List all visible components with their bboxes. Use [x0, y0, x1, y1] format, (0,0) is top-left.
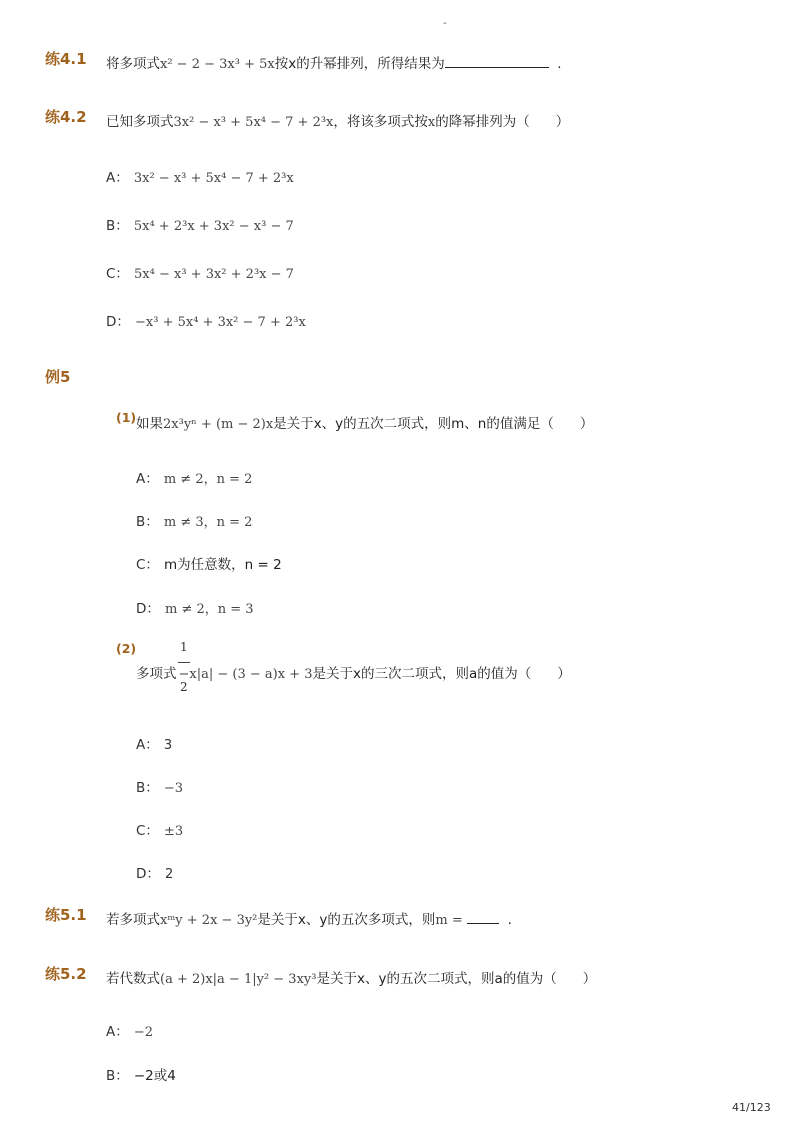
top-mark: - — [443, 18, 447, 29]
answer-blank[interactable] — [467, 923, 499, 924]
option-a[interactable] — [136, 733, 172, 753]
option-letter: B： — [106, 218, 129, 234]
option-value: m ≠ 3，n = 2 — [163, 515, 253, 530]
fraction-denominator: 2 — [180, 680, 188, 694]
close-paren: ） — [555, 114, 570, 130]
math-variable: x — [427, 115, 436, 130]
option-letter: B： — [136, 514, 159, 530]
option-c[interactable] — [106, 262, 294, 282]
option-value: m ≠ 2，n = 3 — [165, 602, 254, 617]
exercise-5-2-label: 练5.2 — [45, 965, 87, 983]
question-text: 若代数式 — [106, 971, 160, 987]
option-value: ±3 — [164, 824, 184, 839]
option-value: 2 — [165, 867, 174, 882]
option-c[interactable] — [136, 553, 282, 573]
close-paren: ） — [557, 666, 571, 682]
question-text: 若多项式 — [106, 912, 160, 928]
option-letter: D： — [136, 866, 160, 882]
question-text: 多项式 — [136, 666, 177, 682]
math-expression: −x|a| − (3 − a)x + 3 — [178, 667, 313, 682]
example-5-q2 — [136, 662, 571, 682]
option-b[interactable] — [136, 776, 183, 796]
fraction-numerator: 1 — [180, 640, 188, 654]
question-text: 是关于x的三次二项式，则a的值为（ — [312, 666, 532, 682]
option-value: 3x² − x³ + 5x⁴ − 7 + 2³x — [133, 171, 294, 186]
example-5-label: 例5 — [45, 368, 71, 386]
math-expression: x² − 2 − 3x³ + 5x — [160, 57, 275, 72]
option-d[interactable] — [136, 597, 254, 617]
math-expression: xᵐy + 2x − 3y² — [160, 913, 258, 928]
question-text: 如果 — [136, 416, 163, 432]
option-c[interactable] — [136, 819, 183, 839]
question-text: 是关于x、y的五次二项式，则a的值为（ — [316, 971, 557, 987]
option-value: −2或4 — [133, 1068, 176, 1084]
question-text: 已知多项式 — [106, 114, 174, 130]
option-b[interactable] — [106, 214, 294, 234]
question-text: 是关于x、y的五次二项式，则m、n的值满足（ — [273, 416, 554, 432]
option-letter: C： — [136, 823, 159, 839]
option-value: 5x⁴ − x³ + 3x² + 2³x − 7 — [134, 267, 294, 282]
option-letter: A： — [136, 471, 159, 487]
question-text: 按x的升幂排列，所得结果为 — [274, 56, 445, 72]
option-letter: A： — [106, 170, 129, 186]
close-paren: ） — [582, 971, 597, 987]
question-text: 将多项式 — [106, 56, 160, 72]
example-5-q1 — [136, 412, 593, 432]
option-b[interactable] — [136, 510, 252, 530]
question-1-number: (1) — [116, 410, 137, 425]
exercise-4-2-label: 练4.2 — [45, 108, 87, 126]
exercise-4-1-label: 练4.1 — [45, 50, 87, 68]
option-letter: C： — [106, 266, 129, 282]
option-b[interactable] — [106, 1064, 176, 1084]
math-expression: m = — [435, 913, 463, 928]
option-letter: A： — [136, 737, 159, 753]
exercise-5-2-question — [106, 967, 596, 987]
option-a[interactable] — [136, 467, 252, 487]
exercise-5-1-label: 练5.1 — [45, 906, 87, 924]
question-text: 的降幂排列为（ — [435, 114, 530, 130]
option-value: 3 — [163, 738, 173, 753]
math-expression: 3x² − x³ + 5x⁴ − 7 + 2³x — [173, 115, 334, 130]
option-value: −x³ + 5x⁴ + 3x² − 7 + 2³x — [135, 315, 306, 330]
option-letter: A： — [106, 1024, 129, 1040]
option-a[interactable] — [106, 1020, 153, 1040]
option-d[interactable] — [106, 310, 306, 330]
period: . — [557, 56, 562, 72]
math-expression: 2x³yⁿ + (m − 2)x — [163, 417, 274, 432]
option-letter: D： — [106, 314, 130, 330]
math-expression: (a + 2)x|a − 1|y² − 3xy³ — [160, 972, 317, 987]
option-d[interactable] — [136, 862, 173, 882]
question-2-number: (2) — [116, 641, 137, 656]
question-text: ，将该多项式按 — [333, 114, 428, 130]
option-value: m为任意数，n = 2 — [164, 557, 282, 573]
option-letter: C： — [136, 557, 159, 573]
option-value: −3 — [163, 781, 184, 796]
answer-blank[interactable] — [445, 67, 549, 68]
exercise-5-1-question — [106, 908, 512, 928]
option-value: 5x⁴ + 2³x + 3x² − x³ − 7 — [133, 219, 294, 234]
option-value: m ≠ 2，n = 2 — [163, 472, 253, 487]
page-number: 41/123 — [732, 1101, 771, 1114]
option-a[interactable] — [106, 166, 294, 186]
period: . — [507, 912, 512, 928]
option-letter: B： — [106, 1068, 129, 1084]
exercise-4-2-question — [106, 110, 569, 130]
option-value: −2 — [133, 1025, 154, 1040]
exercise-4-1-question — [106, 52, 562, 72]
close-paren: ） — [579, 416, 594, 432]
option-letter: B： — [136, 780, 159, 796]
question-text: 是关于x、y的五次多项式，则 — [257, 912, 436, 928]
option-letter: D： — [136, 601, 160, 617]
